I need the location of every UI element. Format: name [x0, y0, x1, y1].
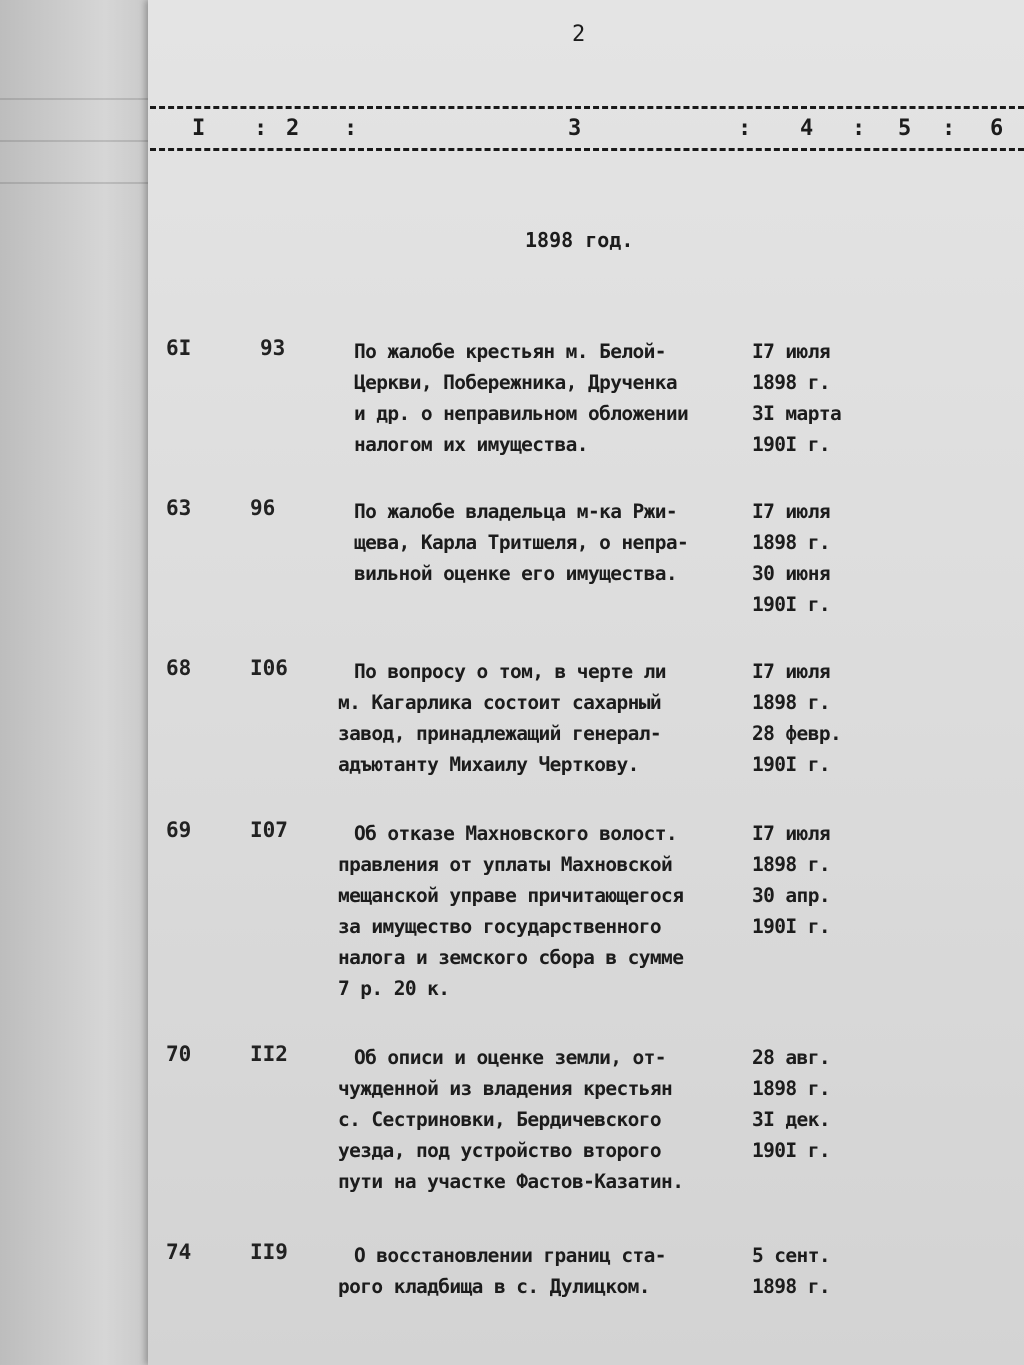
description-line: рого кладбища в с. Дулицком.	[338, 1275, 650, 1298]
date-line: 190I г.	[752, 593, 830, 616]
description-line: чужденной из владения крестьян	[338, 1077, 673, 1100]
entry-number: 70	[166, 1042, 192, 1066]
description-line: с. Сестриновки, Бердичевского	[338, 1108, 662, 1131]
page-number: 2	[572, 22, 586, 47]
year-heading: 1898 год.	[525, 228, 634, 252]
column-header-3: 3	[568, 116, 582, 141]
entry-dates	[752, 1042, 872, 1166]
description-line: Об описи и оценке земли, от-	[354, 1046, 666, 1069]
date-line: 30 июня	[752, 562, 830, 585]
date-line: 3I дек.	[752, 1108, 830, 1131]
description-line: мещанской управе причитающегося	[338, 884, 684, 907]
description-line: налогом их имущества.	[354, 433, 588, 456]
column-header-1: I	[192, 116, 206, 141]
description-line: Церкви, Побережника, Друченка	[354, 371, 678, 394]
entry-dates	[752, 656, 872, 780]
description-line: адъютанту Михаилу Черткову.	[338, 753, 639, 776]
date-line: I7 июля	[752, 660, 830, 683]
column-header-6: 6	[990, 116, 1004, 141]
column-header-4: 4	[800, 116, 814, 141]
column-separator: :	[344, 116, 358, 141]
description-line: за имущество государственного	[338, 915, 662, 938]
date-line: 1898 г.	[752, 691, 830, 714]
file-number: I06	[250, 656, 288, 680]
description-line: пути на участке Фастов-Казатин.	[338, 1170, 684, 1193]
file-number: 96	[250, 496, 276, 520]
description-line: м. Кагарлика состоит сахарный	[338, 691, 662, 714]
date-line: 28 февр.	[752, 722, 842, 745]
entry-dates	[752, 336, 872, 460]
entry-number: 69	[166, 818, 192, 842]
adjacent-page-ghost-header	[0, 78, 150, 218]
column-separator: :	[738, 116, 752, 141]
date-line: 190I г.	[752, 915, 830, 938]
date-line: 1898 г.	[752, 853, 830, 876]
date-line: 1898 г.	[752, 1275, 830, 1298]
date-line: 3I марта	[752, 402, 842, 425]
description-line: налога и земского сбора в сумме	[338, 946, 684, 969]
entry-description	[354, 336, 774, 460]
entry-number: 6I	[166, 336, 192, 360]
description-line: По жалобе владельца м-ка Ржи-	[354, 500, 678, 523]
entry-dates	[752, 818, 872, 942]
date-line: I7 июля	[752, 500, 830, 523]
date-line: 1898 г.	[752, 1077, 830, 1100]
file-number: II9	[250, 1240, 288, 1264]
entry-description	[338, 1042, 758, 1197]
entry-description	[338, 656, 758, 780]
date-line: 1898 г.	[752, 531, 830, 554]
column-header-2: 2	[286, 116, 300, 141]
description-line: По жалобе крестьян м. Белой-	[354, 340, 666, 363]
date-line: 190I г.	[752, 753, 830, 776]
date-line: 30 апр.	[752, 884, 830, 907]
date-line: I7 июля	[752, 822, 830, 845]
header-rule-top	[150, 106, 1024, 109]
date-line: 190I г.	[752, 433, 830, 456]
description-line: По вопросу о том, в черте ли	[354, 660, 666, 683]
entry-dates	[752, 1240, 872, 1302]
date-line: 28 авг.	[752, 1046, 830, 1069]
description-line: завод, принадлежащий генерал-	[338, 722, 662, 745]
entry-description	[338, 1240, 758, 1302]
date-line: 190I г.	[752, 1139, 830, 1162]
file-number: I07	[250, 818, 288, 842]
entry-number: 74	[166, 1240, 192, 1264]
column-separator: :	[254, 116, 268, 141]
description-line: правления от уплаты Махновской	[338, 853, 673, 876]
entry-dates	[752, 496, 872, 620]
description-line: щева, Карла Тритшеля, о непра-	[354, 531, 689, 554]
column-separator: :	[852, 116, 866, 141]
entry-description	[354, 496, 774, 589]
entry-number: 63	[166, 496, 192, 520]
description-line: 7 р. 20 к.	[338, 977, 450, 1000]
file-number: 93	[260, 336, 286, 360]
date-line: 5 сент.	[752, 1244, 830, 1267]
description-line: уезда, под устройство второго	[338, 1139, 662, 1162]
entry-number: 68	[166, 656, 192, 680]
description-line: Об отказе Махновского волост.	[354, 822, 678, 845]
description-line: и др. о неправильном обложении	[354, 402, 689, 425]
description-line: вильной оценке его имущества.	[354, 562, 678, 585]
description-line: О восстановлении границ ста-	[354, 1244, 666, 1267]
file-number: II2	[250, 1042, 288, 1066]
date-line: I7 июля	[752, 340, 830, 363]
header-rule-bottom	[150, 148, 1024, 151]
column-separator: :	[942, 116, 956, 141]
column-header-5: 5	[898, 116, 912, 141]
entry-description	[338, 818, 758, 1004]
date-line: 1898 г.	[752, 371, 830, 394]
